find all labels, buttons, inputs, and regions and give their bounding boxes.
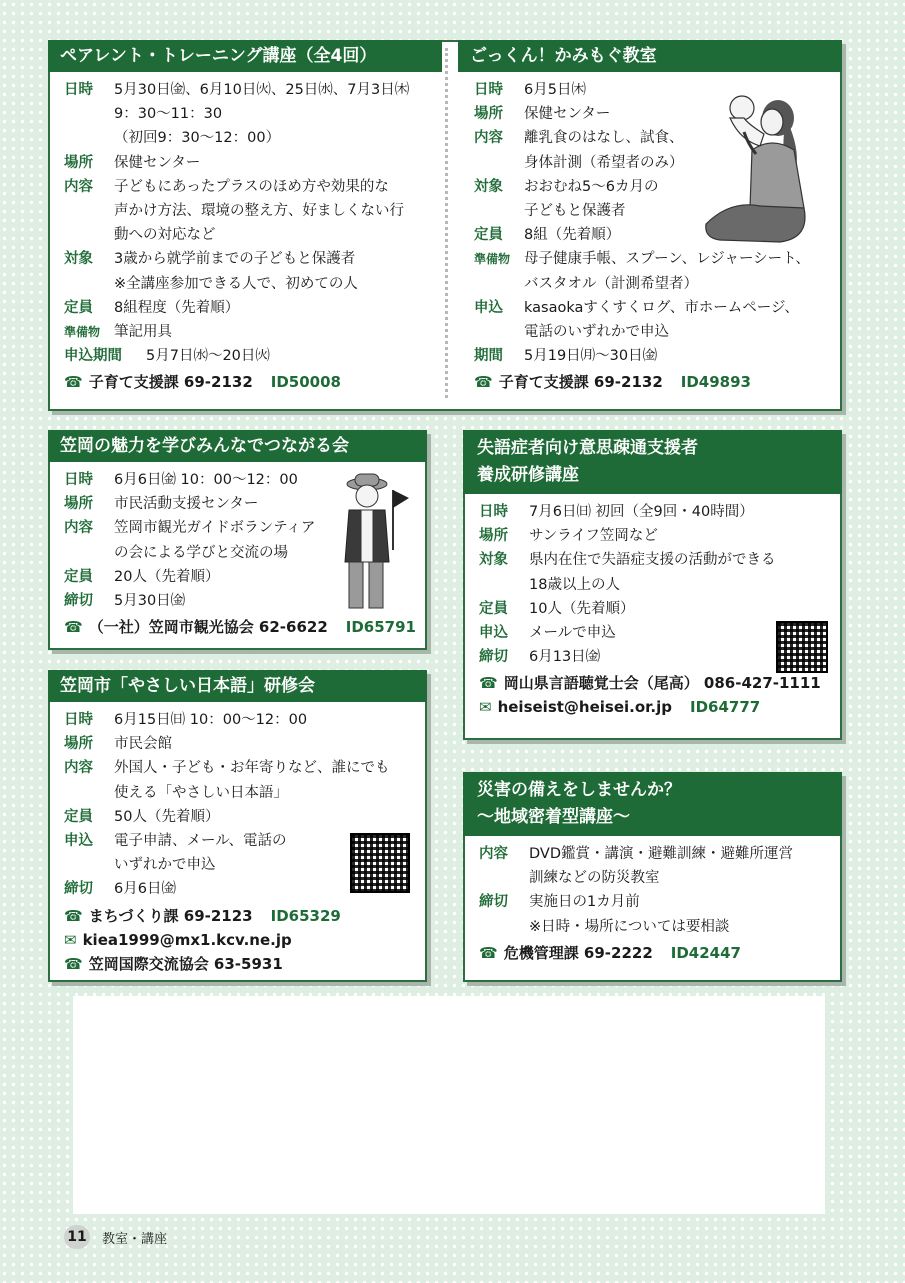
info-row	[64, 344, 434, 368]
row-value-line: おおむね5～6カ月の	[524, 178, 659, 195]
row-value	[114, 805, 425, 829]
disaster-contact	[465, 941, 840, 965]
info-row	[474, 296, 842, 344]
contact-text: 岡山県言語聴覚士会（尾高） 086-427-1111	[503, 674, 821, 693]
info-row	[479, 500, 840, 524]
row-label: 日時	[474, 82, 503, 98]
row-label: 定員	[64, 568, 93, 585]
contact-line-0	[64, 904, 425, 928]
row-value-line: 9：30～11：30	[114, 106, 223, 123]
row-value	[114, 247, 434, 295]
aphasia-title-line2: 養成研修講座	[477, 465, 579, 485]
row-value-line: 電話のいずれかで申込	[524, 324, 669, 341]
row-label: 申込	[479, 625, 508, 642]
row-value	[524, 296, 842, 344]
phone-icon: ☎	[479, 674, 498, 693]
row-value-line: バスタオル（計測希望者）	[524, 275, 698, 292]
row-value-line: DVD鑑賞・講演・避難訓練・避難所運営	[529, 846, 793, 862]
disaster-title-line1: 災害の備えをしませんか？	[477, 780, 681, 800]
row-value	[114, 320, 434, 344]
row-value-line: 7月6日㈰ 初回（全9回・40時間）	[529, 504, 754, 520]
info-row	[64, 708, 425, 732]
info-row	[64, 732, 425, 756]
yasashii-section	[48, 670, 427, 982]
row-value-line: 10人（先着順）	[529, 600, 635, 617]
row-value	[114, 732, 425, 756]
row-value	[146, 344, 434, 368]
row-label: 日時	[479, 504, 508, 520]
row-label: 定員	[474, 227, 503, 244]
contact-id: ID50008	[270, 373, 341, 392]
row-value-line: 6月6日㈮	[114, 881, 176, 898]
row-value-line: 6月13日㈮	[529, 649, 601, 666]
contact-text: 子育て支援課 69-2132	[498, 373, 663, 392]
phone-icon: ☎	[479, 943, 498, 962]
row-label: 日時	[64, 82, 93, 98]
row-value	[114, 151, 434, 175]
row-label: 準備物	[474, 252, 511, 267]
info-row	[479, 890, 840, 938]
row-label: 内容	[64, 178, 93, 195]
row-value-line: 笠岡市観光ガイドボランティア	[114, 520, 316, 537]
row-value	[114, 756, 425, 804]
aphasia-contacts	[465, 671, 840, 719]
row-label: 内容	[474, 130, 503, 147]
contact-text: （一社）笠岡市観光協会 62-6622	[88, 618, 328, 637]
row-label: 日時	[64, 472, 93, 488]
row-label: 場所	[474, 106, 503, 123]
row-value-line: 離乳食のはなし、試食、	[524, 130, 684, 147]
row-label: 定員	[64, 808, 93, 825]
row-value-line: 保健センター	[524, 106, 611, 123]
info-row	[474, 344, 842, 368]
row-value-line: サンライフ笠岡など	[529, 528, 658, 545]
row-value-line: 5月19日㈪～30日㈮	[524, 348, 658, 365]
row-value	[529, 524, 840, 548]
row-label: 申込	[474, 299, 503, 316]
row-label: 期間	[474, 348, 503, 365]
info-row	[64, 296, 434, 320]
row-label: 締切	[479, 894, 508, 911]
row-value-line: 保健センター	[114, 154, 201, 171]
row-value-line: 動への対応など	[114, 227, 216, 244]
row-value-line: の会による学びと交流の場	[114, 544, 288, 561]
contact-text: 笠岡国際交流協会 63-5931	[88, 954, 283, 973]
row-value	[529, 842, 840, 890]
row-value-line: 5月30日㈮	[114, 593, 186, 610]
row-value-line: 8組（先着順）	[524, 227, 621, 244]
info-row	[479, 548, 840, 596]
kasaoka-charm-contact	[50, 615, 425, 639]
row-value	[529, 548, 840, 596]
row-label: 対象	[479, 552, 508, 569]
row-value-line: 50人（先着順）	[114, 808, 220, 825]
row-value	[529, 500, 840, 524]
row-label: 準備物	[64, 325, 101, 340]
page-number: 11	[64, 1225, 90, 1249]
contact-text: まちづくり課 69-2123	[88, 906, 253, 925]
row-value	[114, 175, 434, 248]
row-value	[524, 247, 842, 295]
row-value-line: 筆記用具	[114, 324, 172, 341]
info-row	[479, 842, 840, 890]
row-label: 締切	[64, 593, 93, 610]
info-row	[479, 597, 840, 621]
row-label: 内容	[64, 760, 93, 777]
contact-id: ID64777	[690, 698, 761, 717]
row-value-line: 子どもと保護者	[524, 203, 626, 220]
contact-line-1	[479, 695, 840, 719]
row-label: 場所	[64, 154, 93, 171]
row-value-line: 声かけ方法、環境の整え方、好ましくない行	[114, 203, 404, 220]
row-value-line: （初回9：30～12：00）	[114, 130, 281, 147]
row-label: 定員	[479, 600, 508, 617]
parent-training-title: ペアレント・トレーニング講座（全4回）	[48, 40, 442, 72]
row-value-line: 電子申請、メール、電話の	[114, 833, 287, 850]
row-label: 場所	[479, 528, 508, 545]
row-value	[114, 78, 434, 151]
phone-icon: ☎	[64, 618, 83, 637]
row-label: 締切	[64, 881, 93, 898]
contact-text: 子育て支援課 69-2132	[88, 373, 253, 392]
row-value	[524, 344, 842, 368]
phone-icon: ☎	[474, 373, 493, 392]
row-label: 申込期間	[64, 348, 122, 365]
row-label: 場所	[64, 736, 93, 753]
row-label: 対象	[474, 178, 503, 195]
row-value-line: メールで申込	[529, 625, 616, 642]
info-row	[64, 175, 434, 248]
info-row	[474, 247, 842, 295]
row-value-line: 18歳以上の人	[529, 576, 620, 593]
row-value-line: 5月30日㈮、6月10日㈫、25日㈬、7月3日㈭	[114, 82, 410, 98]
gokkun-title: ごっくん！かみもぐ教室	[458, 40, 842, 72]
contact-email[interactable]: kiea1999@mx1.kcv.ne.jp	[82, 930, 292, 949]
contact-line-2	[64, 952, 425, 976]
info-row	[64, 805, 425, 829]
row-value-line: 市民会館	[114, 736, 172, 753]
row-value	[114, 296, 434, 320]
row-label: 日時	[64, 712, 93, 728]
row-value-line: 母子健康手帳、スプーン、レジャーシート、	[524, 251, 810, 268]
row-value	[529, 890, 840, 938]
aphasia-qr-code	[776, 621, 828, 673]
info-row	[479, 524, 840, 548]
phone-icon: ☎	[64, 954, 83, 973]
yasashii-title: 笠岡市「やさしい日本語」研修会	[48, 670, 427, 702]
contact-line-0	[479, 671, 840, 695]
row-label: 締切	[479, 649, 508, 666]
disaster-section	[463, 772, 842, 982]
row-value-line: 6月6日㈮ 10：00～12：00	[114, 472, 298, 488]
footer-section-label: 教室・講座	[102, 1231, 168, 1247]
yasashii-qr-code	[350, 833, 410, 893]
row-value	[114, 708, 425, 732]
parent-training-rows	[50, 72, 434, 368]
aphasia-section	[463, 430, 842, 740]
contact-id: ID65329	[270, 906, 341, 925]
info-row	[64, 151, 434, 175]
row-value-line: 市民活動支援センター	[114, 496, 259, 513]
contact-id: ID42447	[670, 943, 741, 962]
row-value-line: 20人（先着順）	[114, 568, 220, 585]
row-value-line: 県内在住で失語症支援の活動ができる	[529, 552, 776, 569]
disaster-rows	[465, 836, 840, 939]
row-value-line: 訓練などの防災教室	[529, 870, 660, 887]
page-footer	[64, 1225, 167, 1249]
disaster-title	[463, 772, 842, 836]
disaster-title-line2: ～地域密着型講座～	[477, 807, 630, 827]
info-row	[64, 78, 434, 151]
row-value-line: 身体計測（希望者のみ）	[524, 154, 684, 171]
row-value-line: 6月5日㈭	[524, 82, 586, 98]
tour-guide-illustration	[335, 470, 413, 616]
row-value	[529, 597, 840, 621]
row-value-line: ※全講座参加できる人で、初めての人	[114, 275, 358, 292]
info-row	[64, 320, 434, 344]
info-row	[64, 247, 434, 295]
row-value-line: 8組程度（先着順）	[114, 299, 240, 316]
phone-icon: ☎	[64, 906, 83, 925]
row-label: 定員	[64, 299, 93, 316]
contact-id: ID49893	[680, 373, 751, 392]
row-value-line: kasaokaすくすくログ、市ホームページ、	[524, 299, 799, 316]
info-row	[64, 756, 425, 804]
row-value-line: 外国人・子ども・お年寄りなど、誰にでも	[114, 760, 390, 777]
mother-baby-illustration	[700, 88, 812, 250]
row-value-line: いずれかで申込	[114, 857, 216, 874]
row-value-line: 6月15日㈰ 10：00～12：00	[114, 712, 308, 728]
row-label: 内容	[479, 846, 508, 862]
contact-text: 危機管理課 69-2222	[503, 943, 653, 962]
row-value-line: ※日時・場所については要相談	[529, 918, 730, 935]
gokkun-contact	[458, 370, 842, 394]
blank-panel	[73, 996, 825, 1214]
column-divider	[445, 48, 448, 398]
row-label: 場所	[64, 496, 93, 513]
contact-id: ID65791	[345, 618, 416, 637]
row-label: 申込	[64, 833, 93, 850]
phone-icon: ☎	[64, 373, 83, 392]
row-value-line: 実施日の1カ月前	[529, 894, 640, 911]
kasaoka-charm-title: 笠岡の魅力を学びみんなでつながる会	[48, 430, 427, 462]
aphasia-title-line1: 失語症者向け意思疎通支援者	[477, 438, 698, 458]
contact-email[interactable]: heiseist@heisei.or.jp	[497, 698, 672, 717]
aphasia-title	[463, 430, 842, 494]
row-value-line: 使える「やさしい日本語」	[114, 784, 288, 801]
row-label: 対象	[64, 251, 93, 268]
mail-icon: ✉	[479, 698, 492, 717]
yasashii-contacts	[50, 904, 425, 976]
contact-line-1	[64, 928, 425, 952]
row-value-line: 5月7日㈬～20日㈫	[146, 348, 270, 365]
mail-icon: ✉	[64, 930, 77, 949]
row-value-line: 子どもにあったプラスのほめ方や効果的な	[114, 178, 389, 195]
row-label: 内容	[64, 520, 93, 537]
row-value-line: 3歳から就学前までの子どもと保護者	[114, 251, 356, 268]
